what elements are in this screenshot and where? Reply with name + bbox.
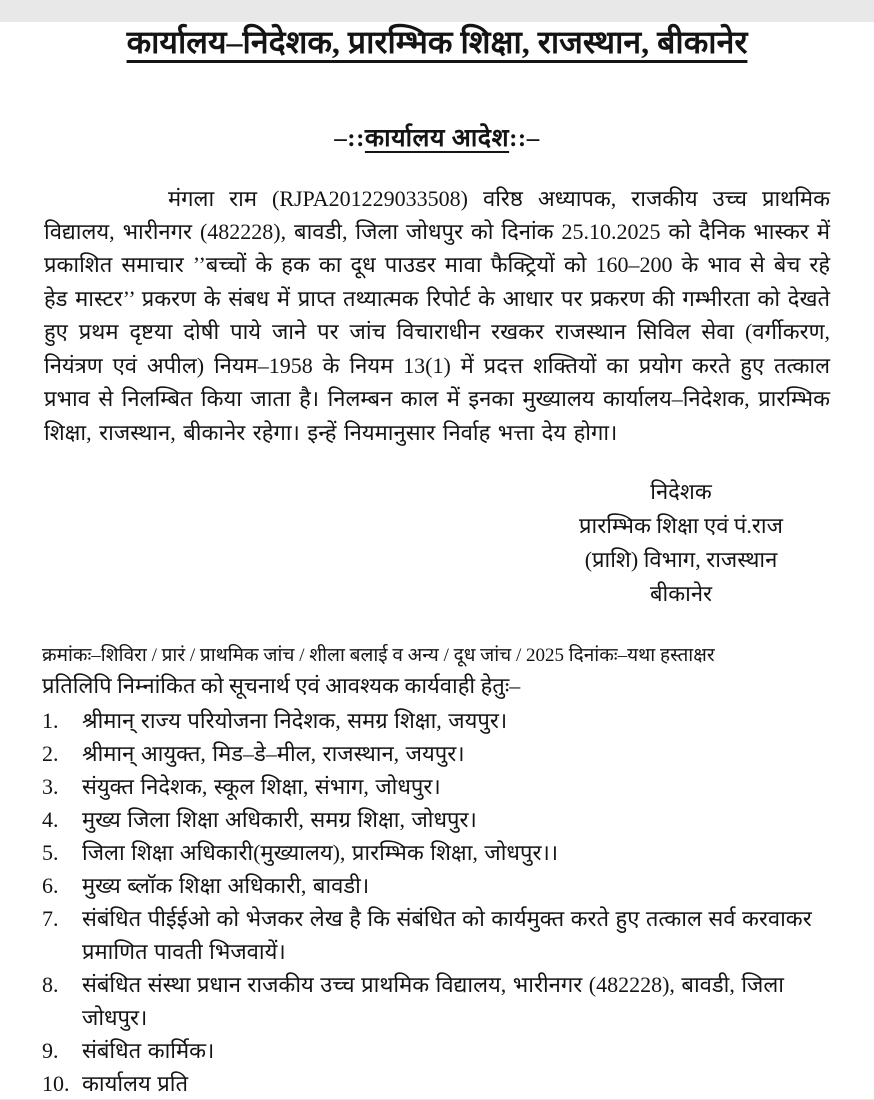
- copy-list-item: [42, 737, 830, 770]
- signature-department-line2: (प्राशि) विभाग, राजस्थान: [584, 547, 778, 573]
- copy-list-item: [42, 704, 830, 737]
- list-item-text: संबंधित संस्था प्रधान राजकीय उच्च प्राथमिक विद्यालय, भारीनगर (482228), बावडी, जिला जोधपुर।: [82, 972, 784, 1031]
- list-number: 9.: [42, 1038, 59, 1064]
- list-item-text: कार्यालय प्रति: [82, 1071, 188, 1097]
- list-item-text: श्रीमान् राज्य परियोजना निदेशक, समग्र शिक्षा, जयपुर।: [82, 708, 508, 734]
- copy-intro: प्रतिलिपि निम्नांकित को सूचनार्थ एवं आवश्यक कार्यवाही हेतुः–: [42, 673, 521, 699]
- copy-list-item: [42, 836, 830, 869]
- office-title: [24, 22, 850, 64]
- signature-block: [550, 475, 812, 611]
- order-heading-suffix: ::–: [509, 124, 540, 152]
- copy-list-item: [42, 1067, 830, 1100]
- order-heading-prefix: –::: [334, 124, 365, 152]
- list-item-text: संबंधित कार्मिक।: [82, 1038, 215, 1064]
- list-number: 1.: [42, 708, 59, 734]
- list-number: 10.: [42, 1071, 70, 1097]
- list-item-text: संयुक्त निदेशक, स्कूल शिक्षा, संभाग, जोधपुर।: [82, 774, 441, 800]
- list-number: 6.: [42, 873, 59, 899]
- reference-line: क्रमांकः–शिविरा / प्रारं / प्राथमिक जांच / शीला बलाई व अन्य / दूध जांच / 2025 दिनांकः–यथा हस्ताक्षर: [42, 645, 715, 667]
- list-number: 4.: [42, 807, 59, 833]
- order-body-paragraph: मंगला राम (RJPA201229033508) वरिष्ठ अध्यापक, राजकीय उच्च प्राथमिक विद्यालय, भारीनगर (482228), बावडी, जिला जोधपुर को दिनांक 25.10.2025 को दैनिक भास्कर में प्रकाशित समाचार ’’बच्चों के हक का दूध पाउडर मावा फैक्ट्रियों को 160–200 के भाव से बेच रहे हेड मास्टर’’ प्रकरण के संबध में प्राप्त तथ्यात्मक रिपोर्ट के आधार पर प्रकरण की गम्भीरता को देखते हुए प्रथम दृष्टया दोषी पाये जाने पर जांच विचाराधीन रखकर राजस्थान सिविल सेवा (वर्गीकरण, नियंत्रण एवं अपील) नियम–1958 के नियम 13(1) में प्रदत्त शक्तियों का प्रयोग करते हुए तत्काल प्रभाव से निलम्बित किया जाता है। निलम्बन काल में इनका मुख्यालय कार्यालय–निदेशक, प्रारम्भिक शिक्षा, राजस्थान, बीकानेर रहेगा। इन्हें नियमानुसार निर्वाह भत्ता देय होगा।: [44, 185, 830, 445]
- copy-list-item: [42, 902, 830, 968]
- copy-list-item: [42, 869, 830, 902]
- list-number: 3.: [42, 774, 59, 800]
- order-heading: [0, 120, 874, 154]
- copy-list: [42, 704, 830, 1100]
- copy-list-item: [42, 803, 830, 836]
- order-heading-text: कार्यालय आदेश: [364, 124, 510, 152]
- document-page: [0, 22, 874, 1099]
- list-number: 5.: [42, 840, 59, 866]
- list-item-text: मुख्य जिला शिक्षा अधिकारी, समग्र शिक्षा, जोधपुर।: [82, 807, 477, 833]
- copy-list-item: [42, 1034, 830, 1067]
- list-number: 2.: [42, 741, 59, 767]
- list-number: 7.: [42, 906, 59, 932]
- list-item-text: जिला शिक्षा अधिकारी(मुख्यालय), प्रारम्भिक शिक्षा, जोधपुर।।: [82, 840, 559, 866]
- list-item-text: मुख्य ब्लॉक शिक्षा अधिकारी, बावडी।: [82, 873, 370, 899]
- signature-place: बीकानेर: [649, 581, 713, 607]
- office-title-text: कार्यालय–निदेशक, प्रारम्भिक शिक्षा, राजस्थान, बीकानेर: [126, 24, 748, 60]
- copy-list-item: [42, 770, 830, 803]
- copy-list-item: [42, 968, 830, 1034]
- signature-department-line1: प्रारम्भिक शिक्षा एवं पं.राज: [579, 513, 783, 539]
- list-item-text: श्रीमान् आयुक्त, मिड–डे–मील, राजस्थान, जयपुर।: [82, 741, 465, 767]
- signature-designation: निदेशक: [650, 479, 712, 505]
- list-number: 8.: [42, 972, 59, 998]
- list-item-text: संबंधित पीईईओ को भेजकर लेख है कि संबंधित को कार्यमुक्त करते हुए तत्काल सर्व करवाकर प्रमाणित पावती भिजवायें।: [82, 906, 812, 965]
